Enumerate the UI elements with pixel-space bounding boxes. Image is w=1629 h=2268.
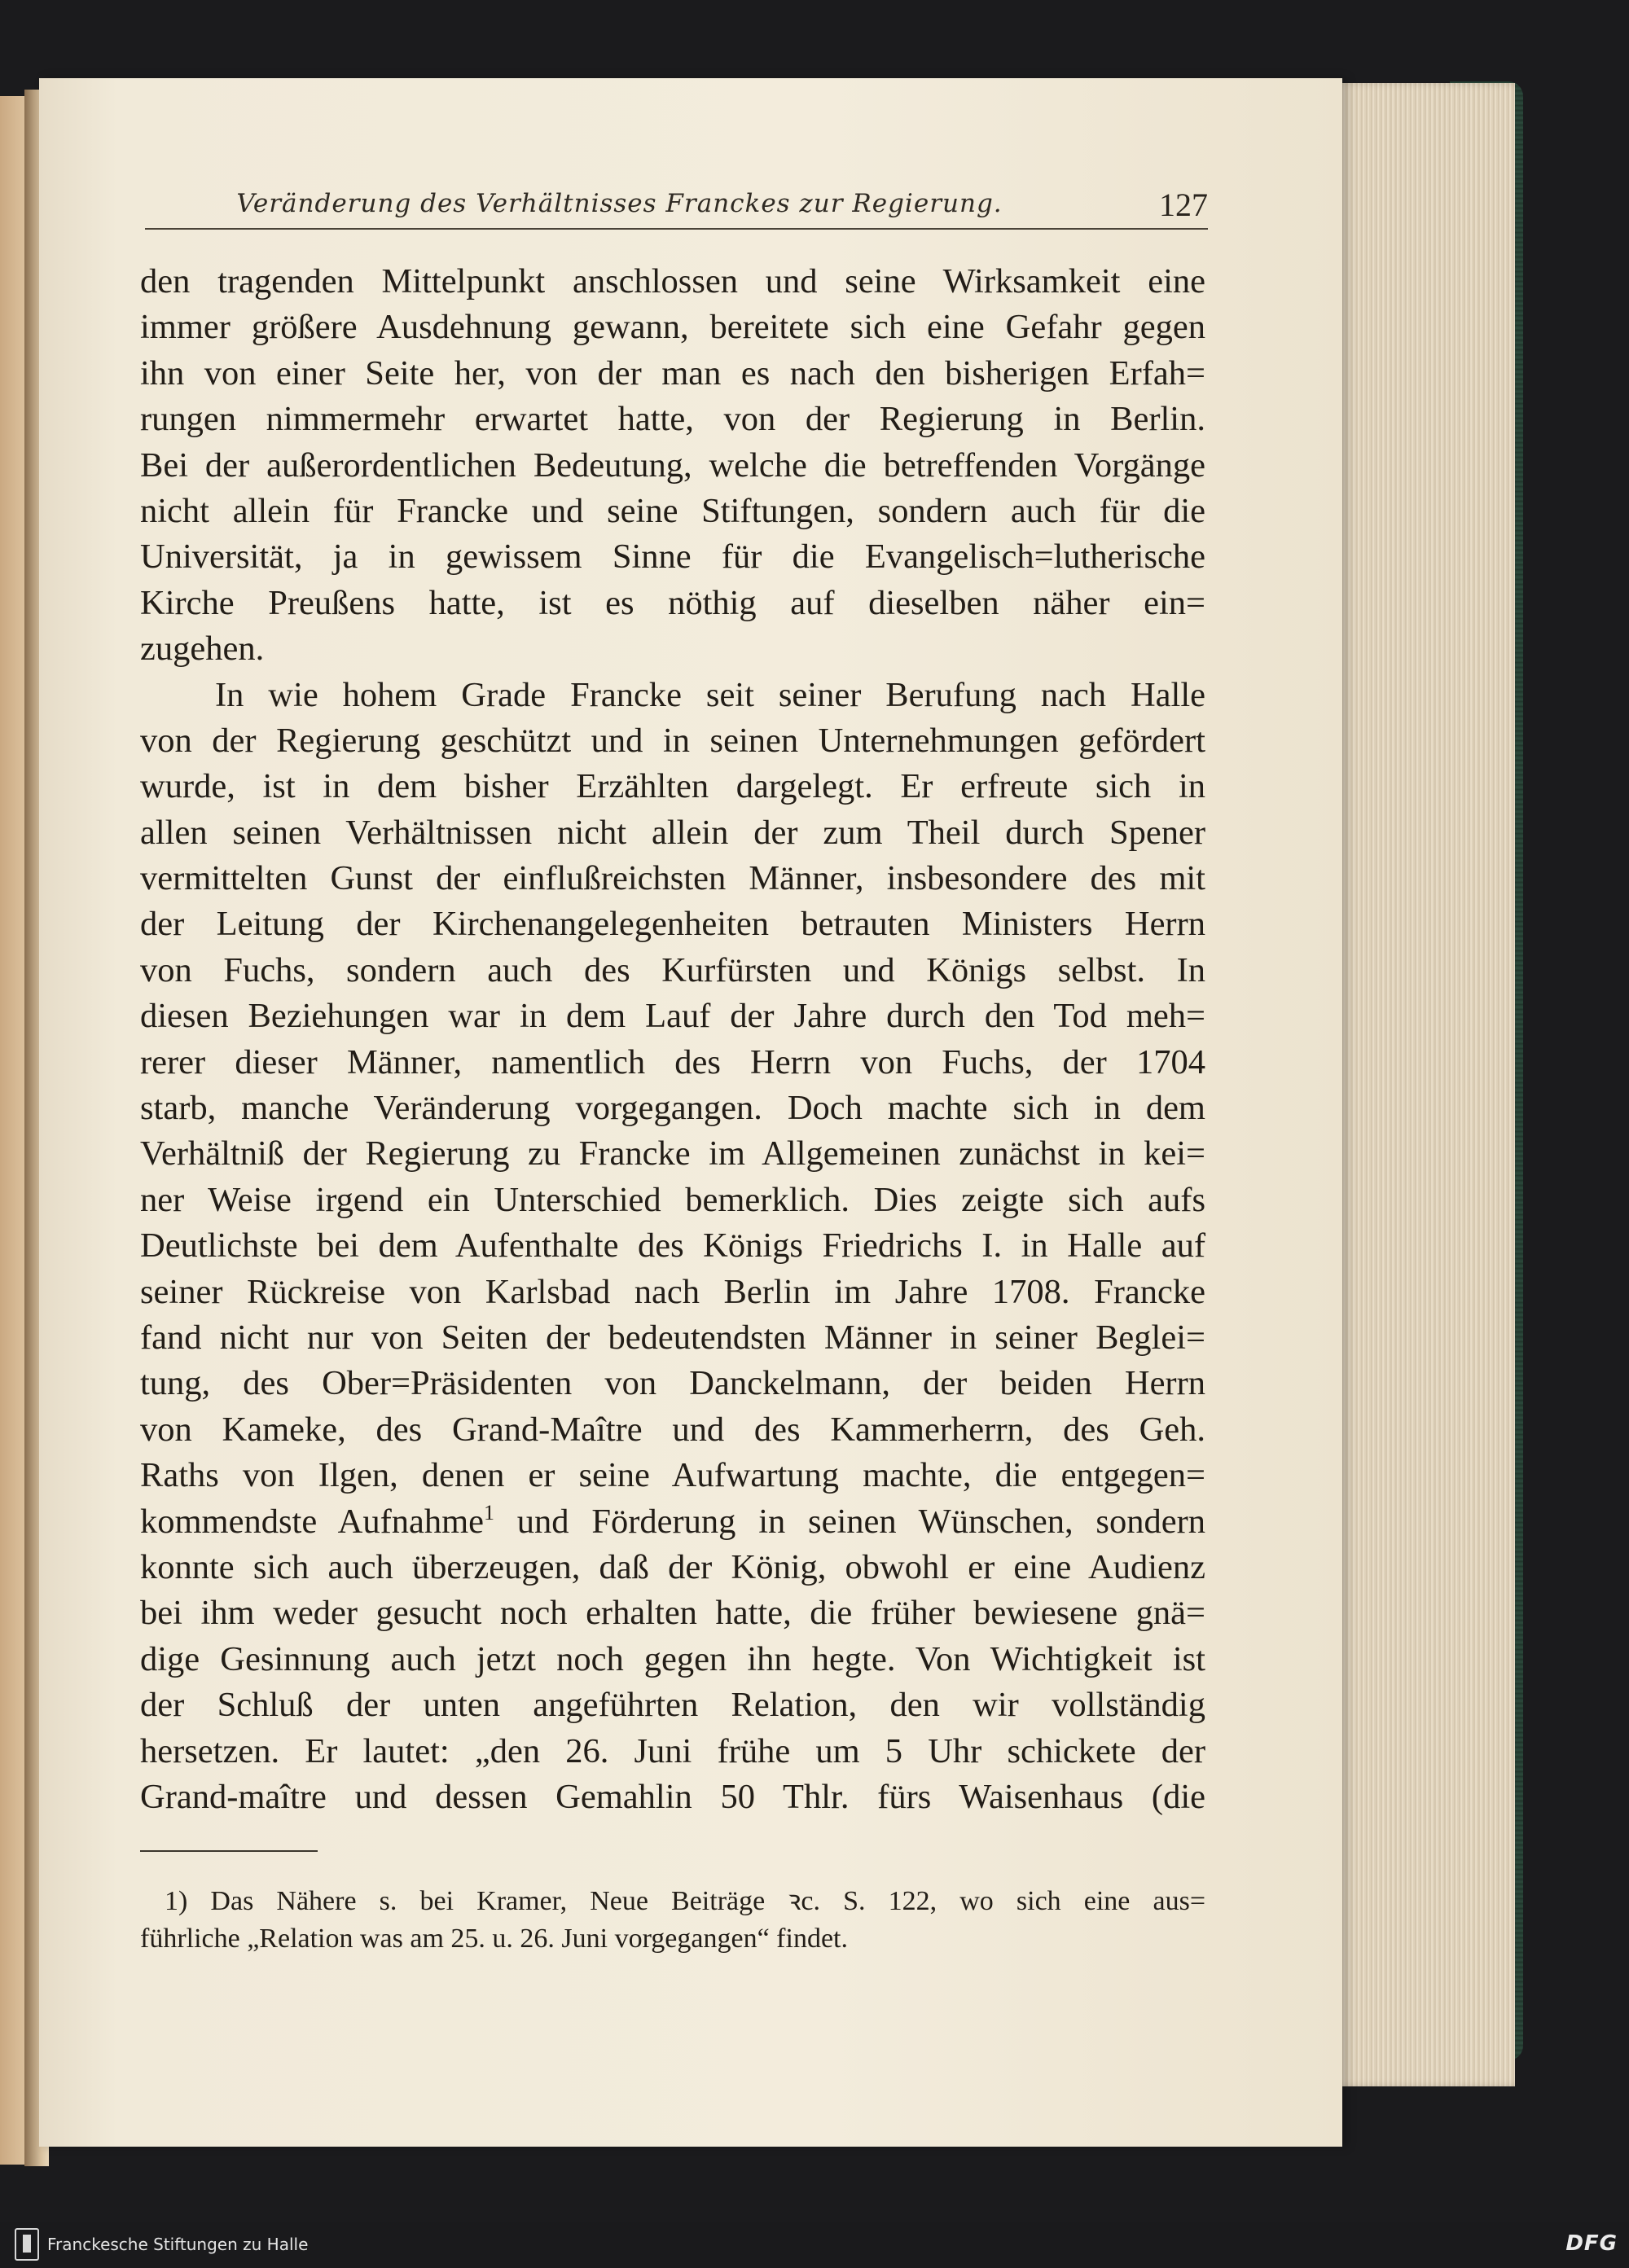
- text-line: Kirche Preußens hatte, ist es nöthig auf dieselben näher ein=: [140, 583, 1205, 622]
- text-line: tung, des Ober=Präsidenten von Danckelmann, der beiden Herrn: [140, 1364, 1205, 1403]
- text-line: rungen nimmermehr erwartet hatte, von der Regierung in Berlin.: [140, 400, 1205, 439]
- text-line: bei ihm weder gesucht noch erhalten hatte, die früher bewiesene gnä=: [140, 1594, 1205, 1633]
- text-line: wurde, ist in dem bisher Erzählten dargelegt. Er erfreute sich in: [140, 767, 1205, 806]
- text-line: immer größere Ausdehnung gewann, bereitete sich eine Gefahr gegen: [140, 308, 1205, 347]
- footnote-marker[interactable]: 1: [484, 1500, 495, 1524]
- text-line: rerer dieser Männer, namentlich des Herrn von Fuchs, der 1704: [140, 1042, 1205, 1081]
- text-line: von Fuchs, sondern auch des Kurfürsten und Königs selbst. In: [140, 950, 1205, 989]
- institution-name[interactable]: Franckesche Stiftungen zu Halle: [47, 2235, 309, 2254]
- text-line-tail: und Förderung in seinen Wünschen, sondern: [494, 1502, 1205, 1541]
- text-line: allen seinen Verhältnissen nicht allein der zum Theil durch Spener: [140, 813, 1205, 852]
- text-line: konnte sich auch überzeugen, daß der König, obwohl er eine Audienz: [140, 1547, 1205, 1586]
- text-line-head: kommendste Aufnahme: [140, 1502, 485, 1541]
- footnote-line: führliche „Relation was am 25. u. 26. Juni vorgegangen“ findet.: [140, 1924, 848, 1954]
- running-head: [145, 186, 1208, 230]
- text-line: den tragenden Mittelpunkt anschlossen und seine Wirksamkeit eine: [140, 262, 1205, 300]
- dfg-badge[interactable]: DFG: [1565, 2231, 1618, 2256]
- text-line: dige Gesinnung auch jetzt noch gegen ihn hegte. Von Wichtigkeit ist: [140, 1639, 1205, 1678]
- running-head-title: Veränderung des Verhältnisses Franckes zur Regierung.: [236, 189, 1003, 218]
- text-line: hersetzen. Er lautet: „den 26. Juni frühe um 5 Uhr schickete der: [140, 1731, 1205, 1770]
- text-line: der Leitung der Kirchenangelegenheiten betrauten Ministers Herrn: [140, 905, 1205, 944]
- footnote-rule: [140, 1850, 318, 1852]
- body-text: [140, 259, 1205, 1820]
- text-line: zugehen.: [140, 630, 265, 669]
- page-number: 127: [1159, 186, 1208, 223]
- text-line: Raths von Ilgen, denen er seine Aufwartung machte, die entgegen=: [140, 1456, 1205, 1495]
- text-line: Universität, ja in gewissem Sinne für die Evangelisch=lutherische: [140, 537, 1205, 577]
- text-line: Bei der außerordentlichen Bedeutung, welche die betreffenden Vorgänge: [140, 445, 1205, 485]
- text-line-with-footnote: [140, 1499, 1205, 1545]
- viewer-footer-bar: [0, 2222, 1629, 2268]
- text-line: Deutlichste bei dem Aufenthalte des Königs Friedrichs I. in Halle auf: [140, 1226, 1205, 1266]
- text-line: nicht allein für Francke und seine Stiftungen, sondern auch für die: [140, 491, 1205, 530]
- paragraph-start-line: In wie hohem Grade Francke seit seiner Berufung nach Halle: [215, 675, 1205, 714]
- text-line: Verhältniß der Regierung zu Francke im Allgemeinen zunächst in kei=: [140, 1134, 1205, 1173]
- text-line: starb, manche Veränderung vorgegangen. Doch machte sich in dem: [140, 1089, 1205, 1128]
- text-line: ner Weise irgend ein Unterschied bemerklich. Dies zeigte sich aufs: [140, 1180, 1205, 1219]
- text-line: fand nicht nur von Seiten der bedeutendsten Männer in seiner Beglei=: [140, 1318, 1205, 1357]
- text-line: ihn von einer Seite her, von der man es nach den bisherigen Erfah=: [140, 353, 1205, 393]
- text-line: von der Regierung geschützt und in seinen Unternehmungen gefördert: [140, 721, 1205, 760]
- text-line: diesen Beziehungen war in dem Lauf der Jahre durch den Tod meh=: [140, 997, 1205, 1036]
- institution-logo-icon: [15, 2228, 39, 2261]
- text-line: von Kameke, des Grand-Maître und des Kammerherrn, des Geh.: [140, 1410, 1205, 1449]
- footnotes: [140, 1883, 1205, 1958]
- text-line: der Schluß der unten angeführten Relation, den wir vollständig: [140, 1686, 1205, 1725]
- footnote-line: 1) Das Nähere s. bei Kramer, Neue Beiträge ꝛc. S. 122, wo sich eine aus=: [165, 1886, 1205, 1916]
- text-line: Grand-maître und dessen Gemahlin 50 Thlr. fürs Waisenhaus (die: [140, 1777, 1205, 1816]
- text-line: vermittelten Gunst der einflußreichsten Männer, insbesondere des mit: [140, 859, 1205, 898]
- text-line: seiner Rückreise von Karlsbad nach Berlin im Jahre 1708. Francke: [140, 1272, 1205, 1311]
